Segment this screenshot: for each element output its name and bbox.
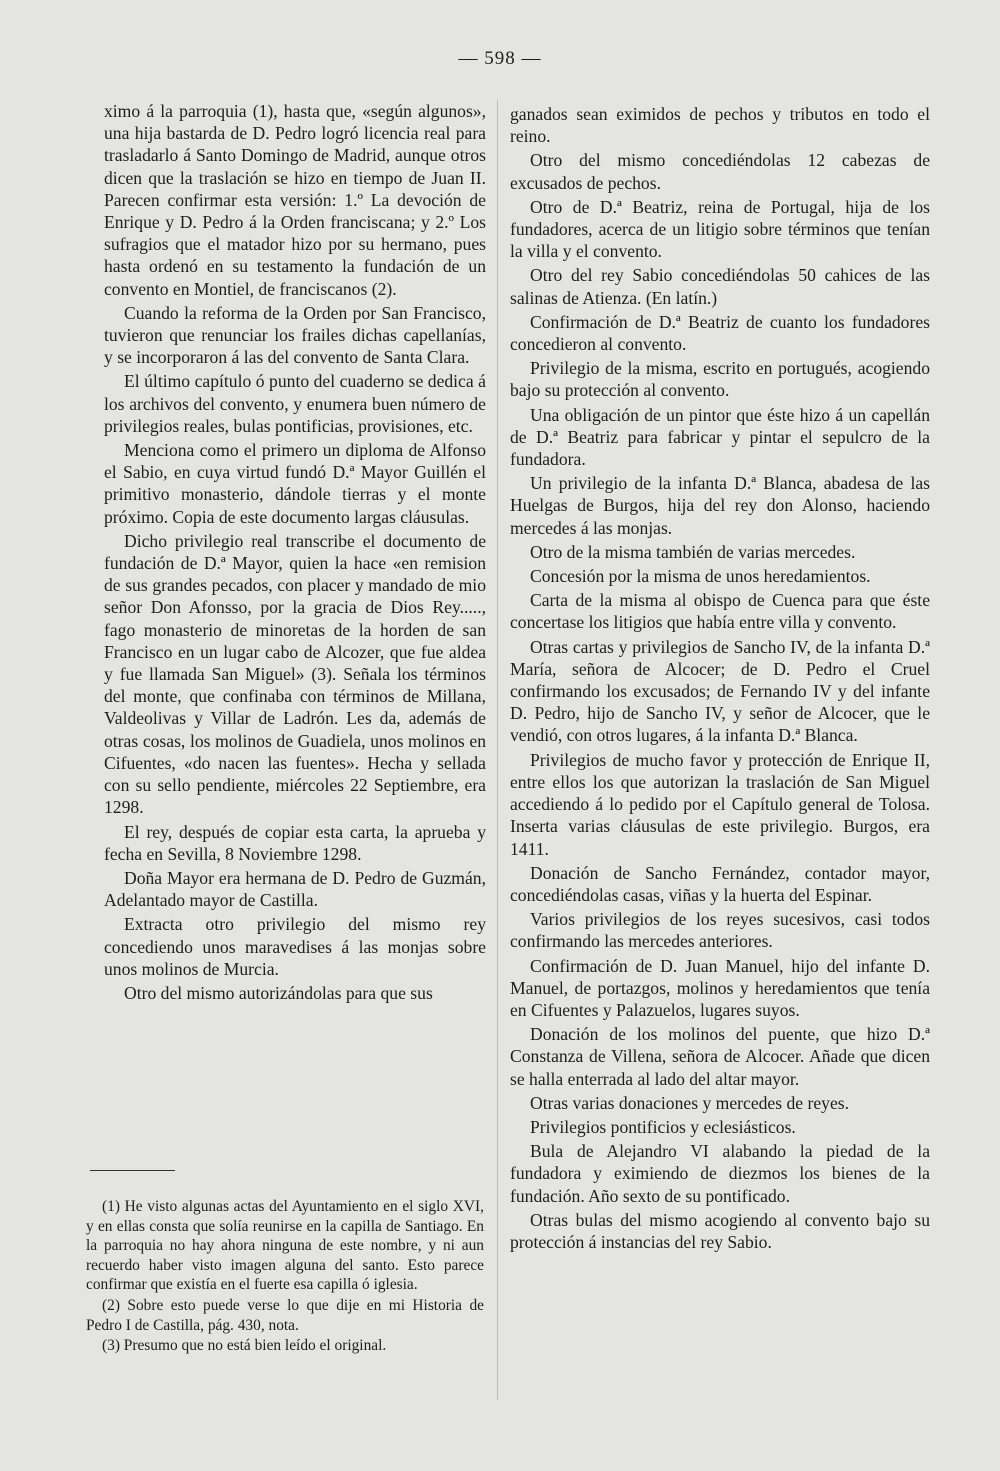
paragraph: ganados sean eximidos de pechos y tributos en todo el reino. <box>510 104 930 147</box>
column-divider <box>497 100 498 1400</box>
paragraph: Bula de Alejandro VI alabando la piedad de la fundadora y eximiendo de diezmos los bienes de la fundación. Año sexto de su pontificado. <box>510 1141 930 1206</box>
paragraph: Menciona como el primero un diploma de Alfonso el Sabio, en cuya virtud fundó D.ª Mayor Guillén el primitivo monasterio, dándole tierras y el monte próximo. Copia de este documento largas cláusulas. <box>104 440 486 527</box>
left-column <box>104 100 486 1004</box>
footnote: (3) Presumo que no está bien leído el original. <box>102 1337 387 1355</box>
paragraph: Confirmación de D.ª Beatriz de cuanto los fundadores concedieron al convento. <box>510 311 930 355</box>
paragraph: Carta de la misma al obispo de Cuenca para que éste concertase los litigios que había entre villa y convento. <box>510 590 930 633</box>
page-number: — 598 — <box>458 48 542 69</box>
paragraph: El último capítulo ó punto del cuaderno se dedica á los archivos del convento, y enumera buen número de privilegios reales, bulas pontificias, provisiones, etc. <box>104 371 486 436</box>
footnote-rule <box>90 1170 175 1171</box>
paragraph: Otro de D.ª Beatriz, reina de Portugal, hija de los fundadores, acerca de un litigio sobre términos que tenían la villa y el convento. <box>510 196 930 262</box>
paragraph: Extracta otro privilegio del mismo rey concediendo unos maravedises á las monjas sobre unos molinos de Murcia. <box>104 914 486 979</box>
paragraph: Otro de la misma también de varias mercedes. <box>530 541 856 562</box>
paragraph: Donación de Sancho Fernández, contador mayor, concediéndolas casas, viñas y la huerta del Espinar. <box>510 862 930 905</box>
paragraph: Donación de los molinos del puente, que hizo D.ª Constanza de Villena, señora de Alcocer. Añade que dicen se halla enterrada al lado del altar mayor. <box>510 1024 930 1089</box>
paragraph: Un privilegio de la infanta D.ª Blanca, abadesa de las Huelgas de Burgos, hija del rey don Alonso, haciendo mercedes á las monjas. <box>510 473 930 538</box>
paragraph: Privilegio de la misma, escrito en portugués, acogiendo bajo su protección al convento. <box>510 358 930 401</box>
paragraph: Concesión por la misma de unos heredamientos. <box>530 566 871 587</box>
paragraph: Privilegios de mucho favor y protección de Enrique II, entre ellos los que autorizan la traslación de San Miguel accediendo á lo pedido por el Capítulo general de Tolosa. Inserta varias cláusulas de este privilegio. Burgos, era 1411. <box>510 749 930 859</box>
footnotes <box>86 1197 484 1356</box>
paragraph: Privilegios pontificios y eclesiásticos. <box>530 1116 796 1137</box>
footnote: (1) He visto algunas actas del Ayuntamiento en el siglo XVI, y en ellas consta que solía reunirse en la capilla de Santiago. En la parroquia no hay ahora ninguna de este nombre, y ni aun recuerdo haber visto imagen alguna del santo. Esto parece confirmar que existía en el fuerte esa capilla ó iglesia. <box>86 1198 484 1294</box>
paragraph: Doña Mayor era hermana de D. Pedro de Guzmán, Adelantado mayor de Castilla. <box>104 867 486 911</box>
right-column <box>510 103 930 1253</box>
paragraph: ximo á la parroquia (1), hasta que, «según algunos», una hija bastarda de D. Pedro logró licencia real para trasladarlo á Santo Domingo de Madrid, aunque otros dicen que la traslación se hizo en tiempo de Juan II. Parecen confirmar esta versión: 1.º La devoción de Enrique y D. Pedro á la Orden franciscana; y 2.º Los sufragios que el matador hizo por su hermano, pues hasta ordenó en su testamento la fundación de un convento en Montiel, de franciscanos (2). <box>104 101 486 299</box>
paragraph: Cuando la reforma de la Orden por San Francisco, tuvieron que renunciar los frailes dichas capellanías, y se incorporaron á las del convento de Santa Clara. <box>104 302 486 368</box>
paragraph: Varios privilegios de los reyes sucesivos, casi todos confirmando las mercedes anteriores. <box>510 909 930 952</box>
footnote: (2) Sobre esto puede verse lo que dije en mi Historia de Pedro I de Castilla, pág. 430, nota. <box>86 1296 484 1334</box>
paragraph: Otro del mismo concediéndolas 12 cabezas de excusados de pechos. <box>510 150 930 193</box>
paragraph: Otras bulas del mismo acogiendo al convento bajo su protección á instancias del rey Sabio. <box>510 1209 930 1252</box>
paragraph: Confirmación de D. Juan Manuel, hijo del infante D. Manuel, de portazgos, molinos y heredamientos que tenía en Cifuentes y Palazuelos, lugares suyos. <box>510 955 930 1020</box>
paragraph: El rey, después de copiar esta carta, la aprueba y fecha en Sevilla, 8 Noviembre 1298. <box>104 821 486 864</box>
paragraph: Otras cartas y privilegios de Sancho IV, de la infanta D.ª María, señora de Alcocer; de D. Pedro el Cruel confirmando los excusados; de Fernando IV y del infante D. Pedro, hijo de Sancho IV, y señor de Alcocer, que le vendió, con otros lugares, á la infanta D.ª Blanca. <box>510 636 930 746</box>
paragraph: Otras varias donaciones y mercedes de reyes. <box>530 1092 849 1113</box>
paragraph: Dicho privilegio real transcribe el documento de fundación de D.ª Mayor, quien la hace «en remision de sus grandes pecados, con placer y mandado de mio señor Don Afonsso, por la gracia de Dios Rey....., fago monasterio de minoretas de la horden de san Francisco en un lugar cabo de Alcozer, que fue aldea y fue llamada San Miguel» (3). Señala los términos del monte, que confinaba con términos de Millana, Valdeolivas y Villar de Ladrón. Les da, además de otras cosas, los molinos de Guadiela, unos molinos en Cifuentes, «do nacen las fuentes». Hecha y sellada con su sello pendiente, miércoles 22 Septiembre, era 1298. <box>104 530 486 818</box>
paragraph: Una obligación de un pintor que éste hizo á un capellán de D.ª Beatriz para fabricar y pintar el sepulcro de la fundadora. <box>510 404 930 470</box>
paragraph: Otro del mismo autorizándolas para que sus <box>124 982 433 1003</box>
paragraph: Otro del rey Sabio concediéndolas 50 cahices de las salinas de Atienza. (En latín.) <box>510 265 930 308</box>
